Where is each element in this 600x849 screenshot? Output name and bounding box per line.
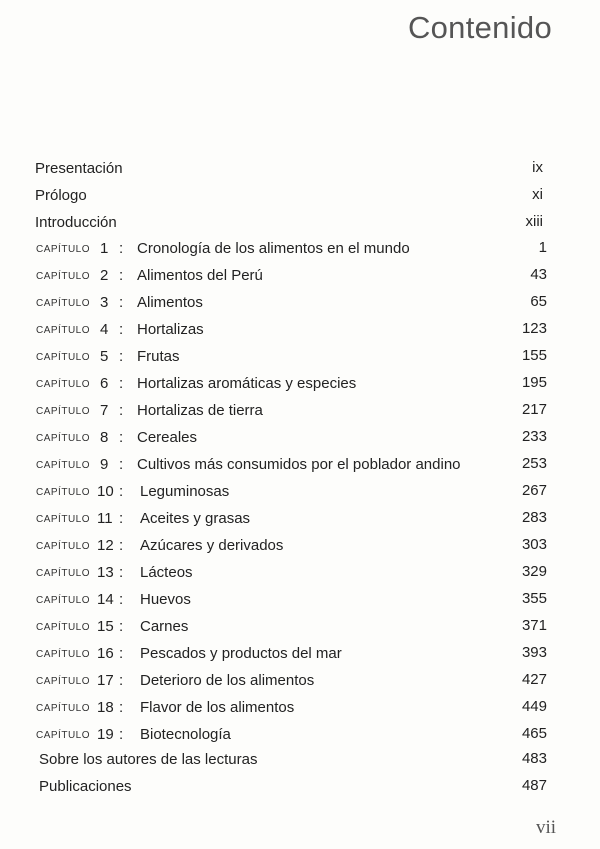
chapter-title: Carnes [140, 618, 189, 635]
chapter-prefix: CAPÍTULO [36, 271, 91, 282]
chapter-prefix: CAPÍTULO [36, 595, 91, 606]
chapter-title: Flavor de los alimentos [140, 699, 295, 716]
toc-entry-chapter [0, 699, 600, 721]
chapter-number: 18 [97, 699, 114, 716]
toc-entry-chapter [0, 618, 600, 640]
toc-entry-page: 355 [521, 590, 547, 607]
toc-entry-chapter [0, 726, 600, 748]
toc-entry-page: 303 [521, 536, 547, 553]
chapter-prefix: CAPÍTULO [36, 676, 91, 687]
toc-entry-label: Prólogo [35, 187, 87, 204]
toc-entry-page: 253 [521, 455, 547, 472]
chapter-number: 1 [100, 240, 109, 257]
toc-entry-front [0, 187, 600, 209]
chapter-separator: : [119, 591, 124, 608]
chapter-number: 15 [97, 618, 114, 635]
chapter-separator: : [119, 267, 124, 284]
chapter-title: Deterioro de los alimentos [140, 672, 315, 689]
chapter-separator: : [119, 429, 124, 446]
chapter-title: Cronología de los alimentos en el mundo [137, 240, 410, 257]
toc-entry-chapter [0, 510, 600, 532]
chapter-prefix: CAPÍTULO [36, 487, 91, 498]
chapter-separator: : [119, 483, 124, 500]
toc-entry-chapter [0, 429, 600, 451]
chapter-prefix: CAPÍTULO [36, 352, 91, 363]
chapter-title: Alimentos del Perú [137, 267, 263, 284]
chapter-title: Azúcares y derivados [140, 537, 284, 554]
toc-entry-label: Sobre los autores de las lecturas [39, 751, 258, 768]
chapter-title: Aceites y grasas [140, 510, 251, 527]
chapter-number: 4 [100, 321, 109, 338]
chapter-number: 5 [100, 348, 109, 365]
chapter-separator: : [119, 294, 124, 311]
chapter-number: 17 [97, 672, 114, 689]
toc-entry-page: 483 [521, 750, 547, 767]
page-title: Contenido [407, 10, 552, 45]
chapter-separator: : [119, 645, 124, 662]
chapter-title: Hortalizas de tierra [137, 402, 263, 419]
toc-entry-chapter [0, 456, 600, 478]
toc-entry-front [0, 160, 600, 182]
toc-entry-page: 371 [521, 617, 547, 634]
chapter-title: Leguminosas [140, 483, 230, 500]
chapter-separator: : [119, 699, 124, 716]
chapter-separator: : [119, 510, 124, 527]
chapter-title: Lácteos [140, 564, 193, 581]
chapter-prefix: CAPÍTULO [36, 433, 91, 444]
chapter-prefix: CAPÍTULO [36, 541, 91, 552]
chapter-prefix: CAPÍTULO [36, 406, 91, 417]
chapter-title: Alimentos [137, 294, 203, 311]
toc-entry-back [0, 778, 600, 800]
toc-entry-chapter [0, 402, 600, 424]
chapter-prefix: CAPÍTULO [36, 244, 91, 255]
chapter-separator: : [119, 456, 124, 473]
toc-entry-front [0, 214, 600, 236]
toc-entry-page: 427 [521, 671, 547, 688]
chapter-separator: : [119, 672, 124, 689]
chapter-separator: : [119, 726, 124, 743]
chapter-title: Hortalizas [137, 321, 204, 338]
toc-entry-chapter [0, 564, 600, 586]
chapter-separator: : [119, 618, 124, 635]
toc-entry-page: 155 [521, 347, 547, 364]
chapter-prefix: CAPÍTULO [36, 622, 91, 633]
toc-entry-label: Publicaciones [39, 778, 132, 795]
chapter-title: Cultivos más consumidos por el poblador andino [137, 456, 461, 473]
toc-entry-chapter [0, 645, 600, 667]
chapter-number: 13 [97, 564, 114, 581]
toc-entry-page: 123 [521, 320, 547, 337]
chapter-prefix: CAPÍTULO [36, 649, 91, 660]
toc-entry-page: xiii [525, 213, 543, 230]
toc-entry-chapter [0, 240, 600, 262]
toc-entry-page: xi [532, 186, 543, 203]
chapter-number: 7 [100, 402, 109, 419]
chapter-prefix: CAPÍTULO [36, 298, 91, 309]
chapter-prefix: CAPÍTULO [36, 514, 91, 525]
toc-entry-page: 393 [521, 644, 547, 661]
toc-entry-back [0, 751, 600, 773]
chapter-separator: : [119, 537, 124, 554]
chapter-number: 16 [97, 645, 114, 662]
toc-entry-page: 465 [521, 725, 547, 742]
chapter-title: Frutas [137, 348, 180, 365]
chapter-number: 12 [97, 537, 114, 554]
chapter-separator: : [119, 402, 124, 419]
toc-entry-label: Introducción [35, 214, 117, 231]
toc-entry-page: 449 [521, 698, 547, 715]
chapter-number: 14 [97, 591, 114, 608]
chapter-separator: : [119, 321, 124, 338]
chapter-separator: : [119, 375, 124, 392]
toc-entry-chapter [0, 375, 600, 397]
chapter-prefix: CAPÍTULO [36, 379, 91, 390]
chapter-number: 2 [100, 267, 109, 284]
toc-entry-page: 195 [521, 374, 547, 391]
toc-entry-chapter [0, 348, 600, 370]
chapter-prefix: CAPÍTULO [36, 730, 91, 741]
chapter-number: 11 [97, 510, 113, 527]
toc-entry-page: 267 [521, 482, 547, 499]
toc-entry-chapter [0, 483, 600, 505]
chapter-number: 8 [100, 429, 109, 446]
toc-entry-page: 217 [521, 401, 547, 418]
chapter-prefix: CAPÍTULO [36, 703, 91, 714]
toc-entry-page: 43 [530, 266, 547, 283]
toc-entry-page: 329 [521, 563, 547, 580]
toc-entry-page: 283 [521, 509, 547, 526]
toc-entry-chapter [0, 321, 600, 343]
toc-entry-label: Presentación [35, 160, 123, 177]
chapter-separator: : [119, 348, 124, 365]
toc-entry-chapter [0, 537, 600, 559]
toc-entry-page: 65 [530, 293, 547, 310]
toc-entry-chapter [0, 591, 600, 613]
chapter-title: Biotecnología [140, 726, 231, 743]
chapter-title: Huevos [140, 591, 191, 608]
toc-entry-chapter [0, 672, 600, 694]
toc-entry-chapter [0, 294, 600, 316]
chapter-separator: : [119, 564, 124, 581]
page-number: vii [535, 817, 556, 838]
chapter-separator: : [119, 240, 124, 257]
chapter-title: Cereales [137, 429, 198, 446]
chapter-number: 9 [100, 456, 109, 473]
toc-entry-page: 487 [521, 777, 547, 794]
toc-entry-page: 1 [538, 239, 547, 256]
chapter-number: 6 [100, 375, 109, 392]
chapter-prefix: CAPÍTULO [36, 568, 91, 579]
chapter-title: Hortalizas aromáticas y especies [137, 375, 357, 392]
chapter-prefix: CAPÍTULO [36, 460, 91, 471]
chapter-number: 10 [97, 483, 114, 500]
chapter-number: 19 [97, 726, 114, 743]
toc-entry-page: ix [532, 159, 543, 176]
chapter-prefix: CAPÍTULO [36, 325, 91, 336]
toc-entry-chapter [0, 267, 600, 289]
chapter-title: Pescados y productos del mar [140, 645, 342, 662]
chapter-number: 3 [100, 294, 109, 311]
toc-entry-page: 233 [521, 428, 547, 445]
